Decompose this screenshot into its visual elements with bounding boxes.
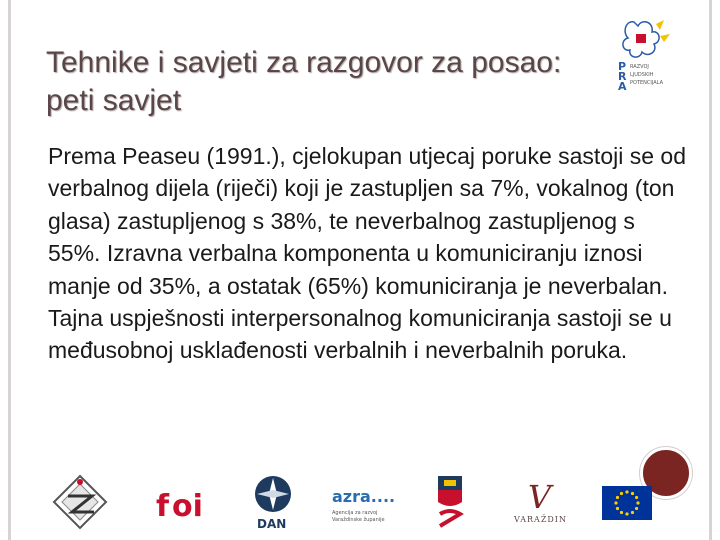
eu-flag-logo (600, 472, 654, 532)
eu-star (635, 507, 638, 510)
eu-star (635, 496, 638, 499)
eu-star (616, 507, 619, 510)
eu-star (620, 492, 623, 495)
dan-text: DAN (257, 517, 287, 531)
eu-star (625, 490, 628, 493)
pra-logo (614, 10, 694, 90)
eu-star (636, 501, 639, 504)
azra-line1: Agencija za razvoj (332, 510, 378, 516)
varazdin-text: VARAŽDIN (514, 515, 567, 524)
right-frame-line (709, 0, 712, 540)
svg-text:R: R (618, 70, 627, 83)
eu-star (631, 511, 634, 514)
pra-line2: LJUDSKIH (630, 72, 654, 78)
partner-logos (40, 472, 680, 532)
foi-oi-text: oi (172, 489, 203, 524)
varazdin-letter: V (528, 478, 552, 516)
foi-f-text: f (156, 489, 170, 524)
azra-line2: Varaždinske županije (332, 517, 385, 523)
svg-text:P: P (618, 60, 627, 73)
eu-star (616, 496, 619, 499)
slide-body: Prema Peaseu (1991.), cjelokupan utjecaj poruke sastoji se od verbalnog dijela (riječi) koji je zastupljen sa 7%, vokalnog (ton glasa) zastupljenog s 38%, te neverbalnog zastupljenog s 55%. Izravna verbalna komponenta u komuniciranju iznosi manje od 35%, a ostatak (65%) komuniciranja je neverbalan. Tajna uspješnosti interpersonalnog komuniciranja sastoji se u međusobnoj usklađenosti verbalnih i neverbalnih poruka. (48, 143, 686, 364)
eu-star (631, 492, 634, 495)
pra-line1: RAZVOJ (630, 64, 649, 70)
azra-logo (330, 472, 400, 532)
varazdin-logo (510, 472, 570, 532)
dan-logo (248, 472, 298, 532)
pra-line3: POTENCIJALA (630, 80, 663, 86)
foi-logo (150, 472, 210, 532)
svg-text:A: A (618, 80, 627, 90)
eu-star (614, 501, 617, 504)
school-emblem-logo (50, 472, 110, 532)
azra-text: azra.... (332, 487, 396, 506)
eu-star (620, 511, 623, 514)
eu-star (625, 512, 628, 515)
slide-title: Tehnike i savjeti za razgovor za posao: peti savjet (46, 46, 562, 117)
county-coat-of-arms-logo (430, 472, 470, 532)
left-frame-line (8, 0, 11, 540)
